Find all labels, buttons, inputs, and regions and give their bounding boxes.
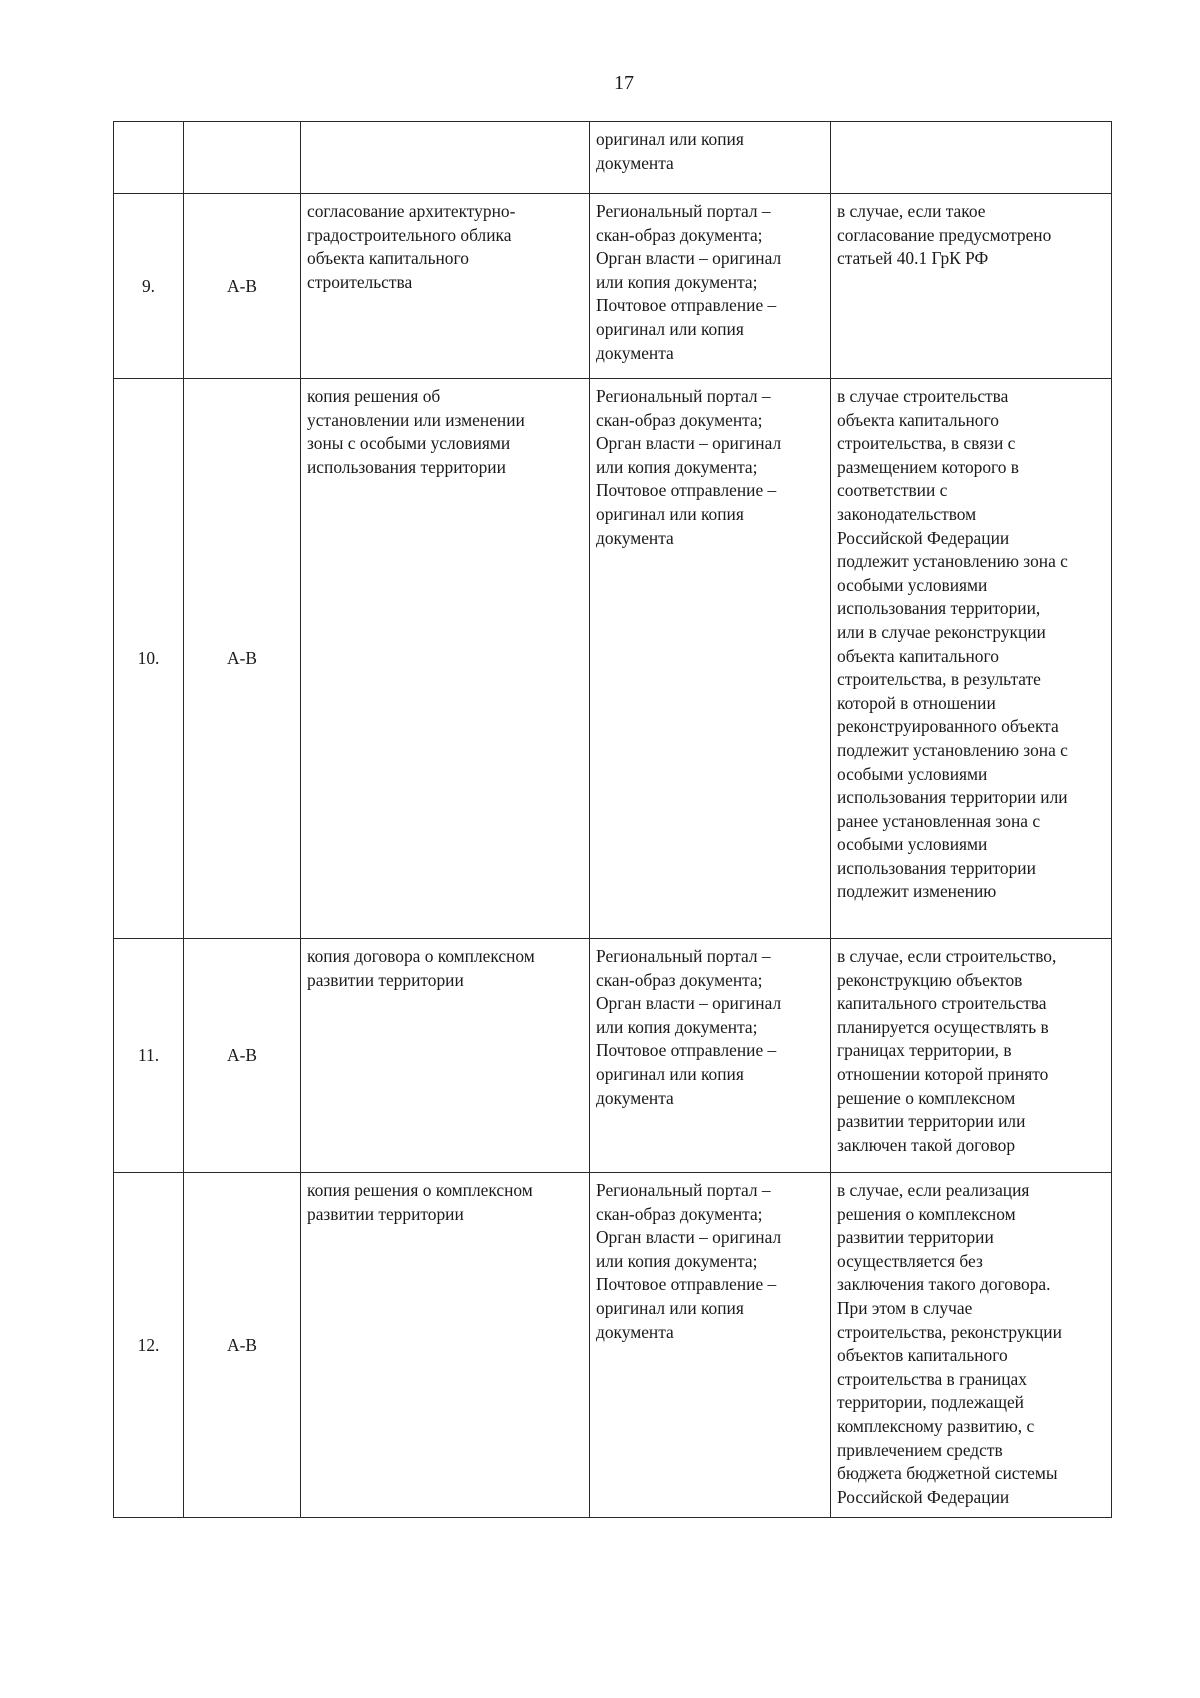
submission-method: Региональный портал – скан-образ документа; Орган власти – оригинал или копия документа; Почтовое отправление – оригинал или копия документа bbox=[590, 194, 831, 379]
row-number: 9. bbox=[114, 194, 184, 379]
table-row bbox=[114, 1173, 1112, 1518]
document-name bbox=[301, 122, 590, 194]
submission-condition bbox=[831, 122, 1112, 194]
table-row bbox=[114, 379, 1112, 939]
table-row bbox=[114, 194, 1112, 379]
table-row bbox=[114, 939, 1112, 1173]
row-code: А-В bbox=[184, 939, 301, 1173]
row-code: А-В bbox=[184, 379, 301, 939]
submission-condition: в случае, если строительство, реконструкцию объектов капитального строительства планируется осуществлять в границах территории, в отношении которой принято решение о комплексном развитии территории или заключен такой договор bbox=[831, 939, 1112, 1173]
table-row bbox=[114, 122, 1112, 194]
submission-method: Региональный портал – скан-образ документа; Орган власти – оригинал или копия документа; Почтовое отправление – оригинал или копия документа bbox=[590, 379, 831, 939]
submission-condition: в случае строительства объекта капитального строительства, в связи с размещением которого в соответствии с законодательством Российской Федерации подлежит установлению зона с особыми условиями использования территории, или в случае реконструкции объекта капитального строительства, в результате которой в отношении реконструированного объекта подлежит установлению зона с особыми условиями использования территории или ранее установленная зона с особыми условиями использования территории подлежит изменению bbox=[831, 379, 1112, 939]
submission-condition: в случае, если такое согласование предусмотрено статьей 40.1 ГрК РФ bbox=[831, 194, 1112, 379]
page-number: 17 bbox=[614, 72, 634, 94]
document-name: копия решения о комплексном развитии территории bbox=[301, 1173, 590, 1518]
row-code: А-В bbox=[184, 194, 301, 379]
requirements-table bbox=[113, 121, 1112, 1518]
row-code bbox=[184, 122, 301, 194]
submission-condition: в случае, если реализация решения о комплексном развитии территории осуществляется без заключения такого договора. При этом в случае строительства, реконструкции объектов капитального строительства в границах территории, подлежащей комплексному развитию, с привлечением средств бюджета бюджетной системы Российской Федерации bbox=[831, 1173, 1112, 1518]
submission-method: Региональный портал – скан-образ документа; Орган власти – оригинал или копия документа; Почтовое отправление – оригинал или копия документа bbox=[590, 939, 831, 1173]
row-number: 11. bbox=[114, 939, 184, 1173]
document-name: копия договора о комплексном развитии территории bbox=[301, 939, 590, 1173]
document-name: копия решения об установлении или изменении зоны с особыми условиями использования территории bbox=[301, 379, 590, 939]
row-code: А-В bbox=[184, 1173, 301, 1518]
row-number bbox=[114, 122, 184, 194]
row-number: 10. bbox=[114, 379, 184, 939]
submission-method: Региональный портал – скан-образ документа; Орган власти – оригинал или копия документа; Почтовое отправление – оригинал или копия документа bbox=[590, 1173, 831, 1518]
row-number: 12. bbox=[114, 1173, 184, 1518]
document-name: согласование архитектурно- градостроительного облика объекта капитального строительства bbox=[301, 194, 590, 379]
submission-method: оригинал или копия документа bbox=[590, 122, 831, 194]
